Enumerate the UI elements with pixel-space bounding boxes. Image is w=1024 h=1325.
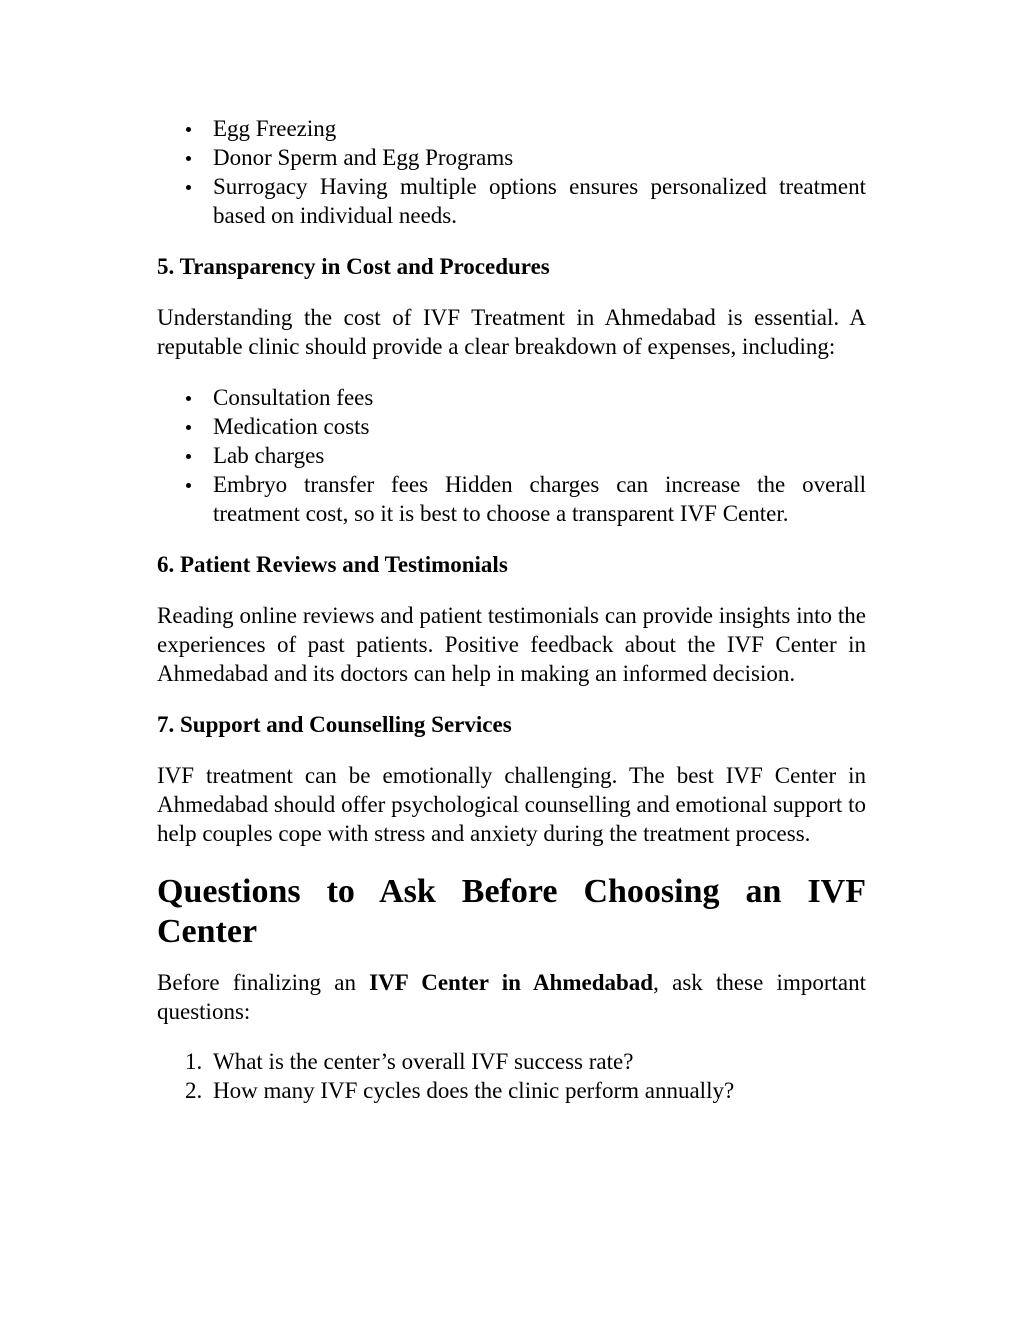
list-item: Embryo transfer fees Hidden charges can increase the overall treatment cost, so it is best to choose a transparent IVF Center.: [157, 470, 866, 528]
section-paragraph-transparency: Understanding the cost of IVF Treatment in Ahmedabad is essential. A reputable clinic should provide a clear breakdown of expenses, including:: [157, 305, 866, 359]
list-item-text: How many IVF cycles does the clinic perform annually?: [213, 1078, 735, 1103]
questions-intro: [157, 968, 866, 1026]
intro-text-before: Before finalizing an: [157, 970, 370, 995]
section-heading-reviews: 6. Patient Reviews and Testimonials: [157, 552, 508, 577]
list-number: 2.: [185, 1078, 203, 1103]
list-item-text: What is the center’s overall IVF success rate?: [213, 1049, 634, 1074]
document-page: [157, 114, 866, 1105]
list-item: Surrogacy Having multiple options ensures personalized treatment based on individual needs.: [157, 172, 866, 230]
intro-text-after: , ask these important questions:: [157, 970, 866, 1024]
questions-list: [157, 1047, 866, 1105]
treatment-options-list: [157, 114, 866, 230]
list-item: Medication costs: [157, 412, 866, 441]
section-heading-transparency: 5. Transparency in Cost and Procedures: [157, 254, 550, 279]
list-item: Donor Sperm and Egg Programs: [157, 143, 866, 172]
list-item: Egg Freezing: [157, 114, 866, 143]
cost-items-list: [157, 383, 866, 528]
questions-heading: Questions to Ask Before Choosing an IVF Center: [157, 873, 866, 950]
list-number: 1.: [185, 1049, 203, 1074]
list-item: [157, 1047, 866, 1076]
section-paragraph-reviews: Reading online reviews and patient testimonials can provide insights into the experiences of past patients. Positive feedback about the IVF Center in Ahmedabad and its doctors can help in making an informed decision.: [157, 603, 866, 686]
intro-text-bold: IVF Center in Ahmedabad: [369, 970, 654, 995]
section-paragraph-support: IVF treatment can be emotionally challenging. The best IVF Center in Ahmedabad should offer psychological counselling and emotional support to help couples cope with stress and anxiety during the treatment process.: [157, 763, 866, 846]
list-item: Consultation fees: [157, 383, 866, 412]
list-item: Lab charges: [157, 441, 866, 470]
section-heading-support: 7. Support and Counselling Services: [157, 712, 512, 737]
list-item: [157, 1076, 866, 1105]
